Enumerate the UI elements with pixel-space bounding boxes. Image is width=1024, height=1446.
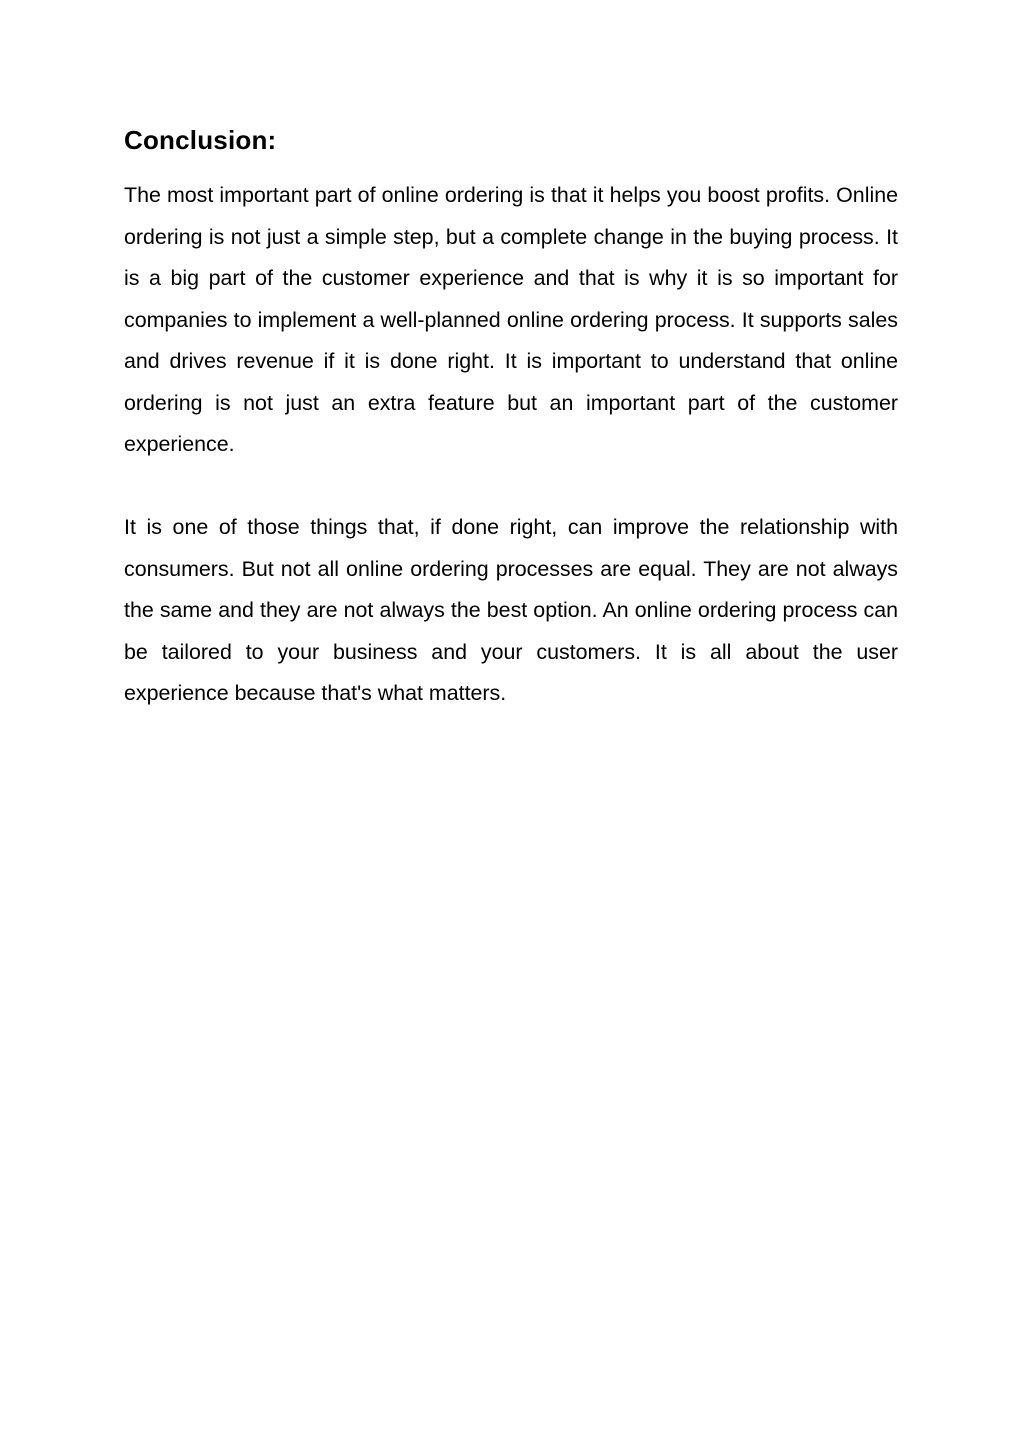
paragraph-2: It is one of those things that, if done right, can improve the relationship with consumers. But not all online ordering processes are equal. They are not always the same and they are not always the best option. An online ordering process can be tailored to your business and your customers. It is all about the user experience because that's what matters. (124, 515, 898, 705)
page-content (124, 120, 898, 715)
section-heading: Conclusion: (124, 125, 277, 155)
paragraph-1: The most important part of online ordering is that it helps you boost profits. Online ordering is not just a simple step, but a complete change in the buying process. It is a big part of the customer experience and that is why it is so important for companies to implement a well-planned online ordering process. It supports sales and drives revenue if it is done right. It is important to understand that online ordering is not just an extra feature but an important part of the customer experience. (124, 183, 898, 456)
